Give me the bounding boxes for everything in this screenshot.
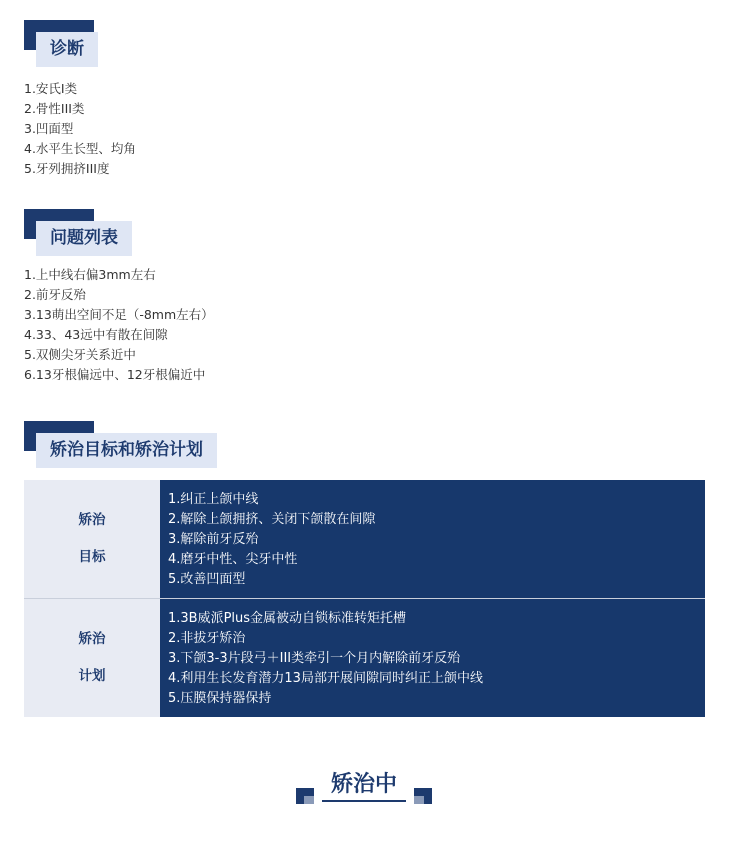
plan-item: 5.压膜保持器保持 [168,691,272,706]
plan-item: 4.利用生长发育潜力13局部开展间隙同时纠正上颌中线 [168,671,483,686]
diagnosis-list [24,79,136,179]
list-item: 1.上中线右偏3mm左右 [24,267,156,282]
plan-label-line2: 计划 [78,668,106,684]
plan-title: 矫治目标和矫治计划 [36,433,217,468]
goals-label-line2: 目标 [78,549,106,565]
list-item: 3.凹面型 [24,121,74,136]
list-item: 1.安氏I类 [24,81,78,96]
list-item: 3.13萌出空间不足（-8mm左右） [24,307,214,322]
goal-item: 2.解除上颌拥挤、关闭下颌散在间隙 [168,512,376,527]
in-treatment-title: 矫治中 [322,770,406,802]
table-row [24,480,705,599]
decoration-square [304,796,314,804]
diagnosis-title: 诊断 [36,32,98,67]
plan-item: 1.3B威派Plus金属被动自锁标准转矩托槽 [168,611,407,626]
plan-item: 2.非拔牙矫治 [168,631,246,646]
plan-row-body [160,599,705,718]
plan-item: 3.下颌3-3片段弓＋III类牵引一个月内解除前牙反殆 [168,651,461,666]
list-item: 5.双侧尖牙关系近中 [24,347,136,362]
goal-item: 3.解除前牙反殆 [168,532,259,547]
list-item: 4.水平生长型、均角 [24,141,136,156]
decoration-square [414,796,424,804]
in-treatment-heading [296,768,434,808]
table-row [24,599,705,718]
problems-list [24,265,214,385]
list-item: 5.牙列拥挤III度 [24,161,110,176]
treatment-plan-table [24,480,705,717]
goals-row-body [160,480,705,599]
goal-item: 1.纠正上颌中线 [168,492,259,507]
goals-row-header [24,480,160,599]
plan-label-line1: 矫治 [78,631,106,647]
list-item: 4.33、43远中有散在间隙 [24,327,168,342]
problems-title: 问题列表 [36,221,132,256]
list-item: 6.13牙根偏远中、12牙根偏近中 [24,367,206,382]
goal-item: 4.磨牙中性、尖牙中性 [168,552,298,567]
goal-item: 5.改善凹面型 [168,572,246,587]
plan-row-header [24,599,160,718]
goals-label-line1: 矫治 [78,512,106,528]
list-item: 2.前牙反殆 [24,287,86,302]
list-item: 2.骨性III类 [24,101,85,116]
